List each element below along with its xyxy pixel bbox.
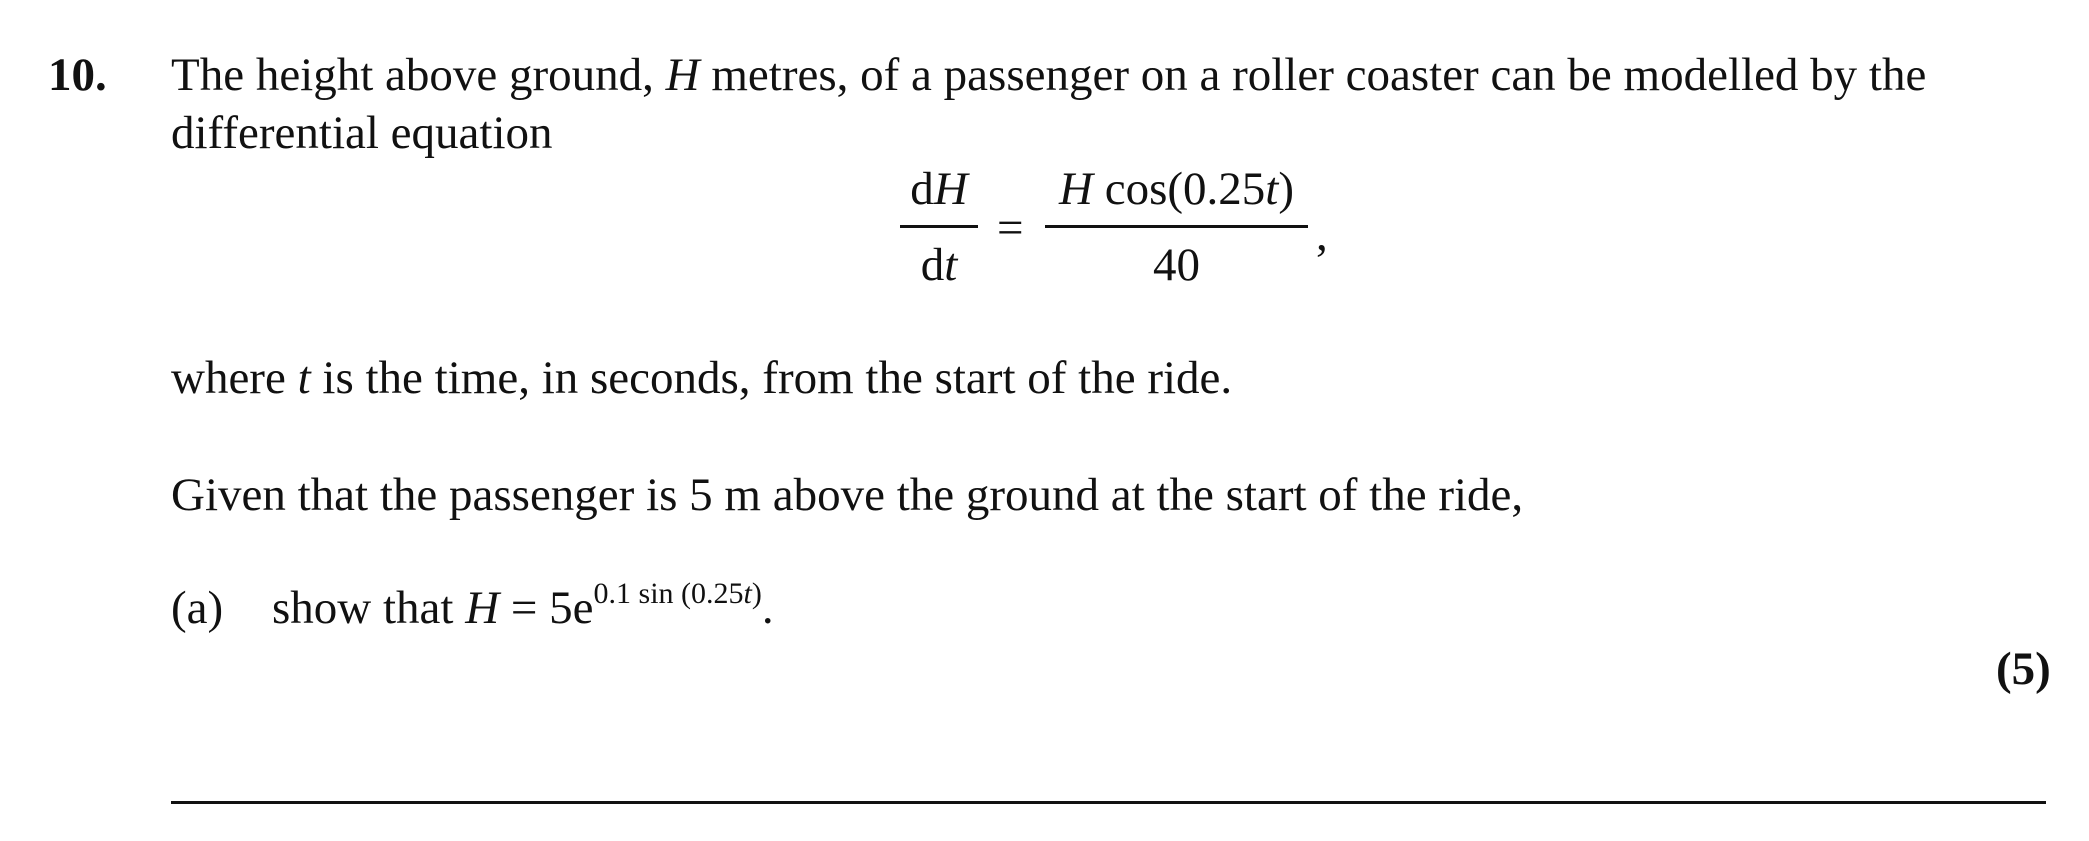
part-a-label: (a) <box>171 582 224 634</box>
differential-equation <box>0 162 2089 292</box>
rhs-numerator: H cos(0.25t) <box>1059 163 1294 215</box>
variable-t: t <box>297 352 311 404</box>
part-a-statement: show that $H = 5e^{0.1 sin (0.25t)}$. <box>272 577 774 634</box>
lhs-fraction-bar <box>900 225 978 228</box>
question-intro-line-2: differential equation <box>171 107 553 159</box>
equation-comma: , <box>1316 209 1328 261</box>
lhs-denominator: dt <box>920 239 958 291</box>
marks-indicator: (5) <box>1996 643 2051 695</box>
where-statement: where t is the time, in seconds, from the start of the ride. <box>171 352 1233 404</box>
given-statement: Given that the passenger is 5 m above the ground at the start of the ride, <box>171 469 1524 521</box>
intro-text-part-1: The height above ground, <box>171 49 666 101</box>
variable-h: H <box>665 49 700 101</box>
equals-sign: = <box>997 202 1024 254</box>
question-number: 10. <box>48 49 107 101</box>
question-intro-line-1 <box>171 49 1927 101</box>
intro-text-part-2: metres, of a passenger on a roller coaster can be modelled by the <box>699 49 1927 101</box>
answer-line[interactable] <box>171 801 2046 804</box>
exponent: 0.1 sin (0.25t) <box>593 577 762 610</box>
rhs-fraction-bar <box>1045 225 1308 228</box>
rhs-denominator: 40 <box>1153 239 1200 291</box>
lhs-numerator: dH <box>910 163 968 215</box>
